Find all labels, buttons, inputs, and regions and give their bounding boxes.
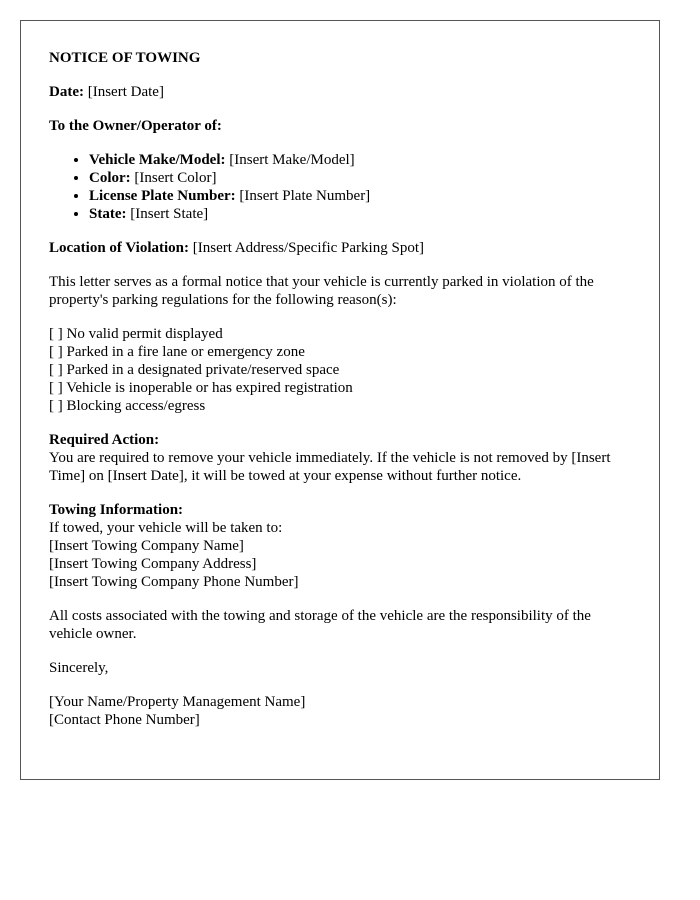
license-plate-value: [Insert Plate Number] [239,188,371,204]
costs-paragraph: All costs associated with the towing and storage of the vehicle are the responsibility of the vehicle owner. [49,608,591,642]
location-line [49,239,631,257]
date-line [49,83,631,101]
vehicle-color-value: [Insert Color] [134,170,217,186]
towing-info-line: If towed, your vehicle will be taken to: [49,520,283,536]
signature-phone: [Contact Phone Number] [49,712,200,728]
to-owner-heading [49,117,631,135]
closing-line: Sincerely, [49,660,109,676]
reason-item: [ ] Vehicle is inoperable or has expired registration [49,380,353,396]
vehicle-state-label: State: [89,206,127,222]
signature-block [49,693,631,729]
vehicle-color-label: Color: [89,170,131,186]
required-action-heading: Required Action: [49,432,160,448]
reasons-list [49,325,631,415]
towing-notice-letter [20,20,660,780]
required-action-section [49,431,631,485]
towing-info-section [49,501,631,591]
vehicle-state-value: [Insert State] [130,206,209,222]
reason-item: [ ] Blocking access/egress [49,398,206,414]
intro-paragraph: This letter serves as a formal notice that your vehicle is currently parked in violation of the property's parking regulations for the following reason(s): [49,274,594,308]
towing-company-address: [Insert Towing Company Address] [49,556,257,572]
license-plate-item [89,187,631,205]
location-value: [Insert Address/Specific Parking Spot] [192,240,424,256]
vehicle-color-item [89,169,631,187]
date-value: [Insert Date] [87,84,164,100]
reason-item: [ ] Parked in a fire lane or emergency zone [49,344,305,360]
to-owner-label: To the Owner/Operator of: [49,118,222,134]
date-label: Date: [49,84,84,100]
vehicle-make-model-item [89,151,631,169]
location-label: Location of Violation: [49,240,190,256]
towing-info-heading: Towing Information: [49,502,184,518]
reason-item: [ ] No valid permit displayed [49,326,223,342]
reason-item: [ ] Parked in a designated private/reserved space [49,362,340,378]
vehicle-make-model-value: [Insert Make/Model] [229,152,355,168]
vehicle-details-list [49,151,631,223]
towing-company-name: [Insert Towing Company Name] [49,538,244,554]
towing-company-phone: [Insert Towing Company Phone Number] [49,574,299,590]
signature-name: [Your Name/Property Management Name] [49,694,306,710]
vehicle-state-item [89,205,631,223]
vehicle-make-model-label: Vehicle Make/Model: [89,152,226,168]
required-action-text: You are required to remove your vehicle immediately. If the vehicle is not removed by [Insert Time] on [Insert Date], it will be towed at your expense without further notice. [49,450,611,484]
license-plate-label: License Plate Number: [89,188,236,204]
letter-title: NOTICE OF TOWING [49,50,201,66]
